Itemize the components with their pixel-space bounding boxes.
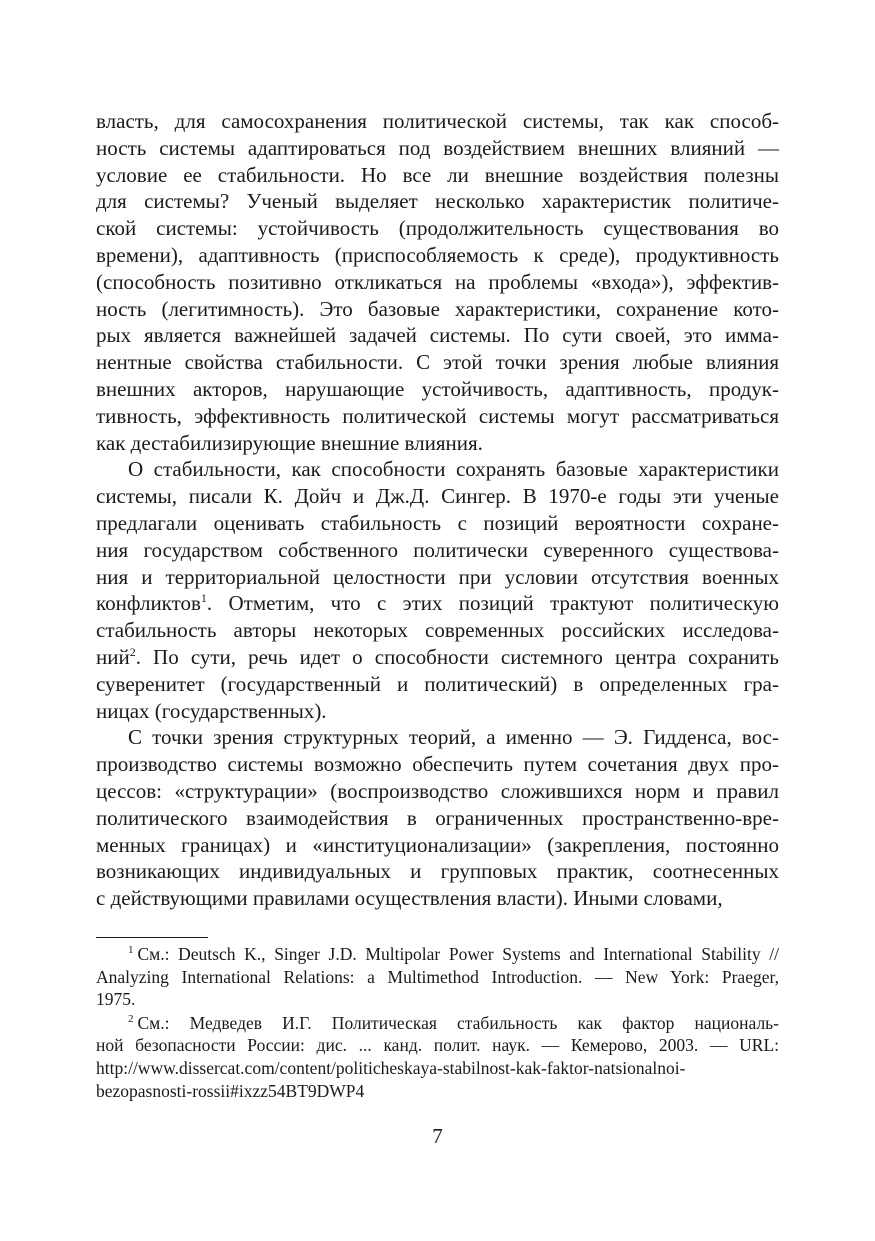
text-line: политического взаимодействия в ограниченных пространственно-вре- — [96, 805, 779, 830]
page-number: 7 — [432, 1124, 443, 1148]
footnote-separator — [96, 937, 208, 938]
text-line: нентные свойства стабильности. С этой точки зрения любые влияния — [96, 350, 779, 375]
text-line: С точки зрения структурных теорий, а именно — Э. Гидденса, вос- — [128, 725, 779, 750]
text-line: ния и территориальной целостности при условии отсутствия военных — [96, 564, 779, 589]
paragraph — [96, 724, 779, 912]
footnote-marker: 2 — [128, 1012, 134, 1025]
footnote-line: 1975. — [96, 989, 136, 1010]
text-line: ской системы: устойчивость (продолжительность существования во — [96, 216, 779, 241]
footnote-marker: 1 — [128, 944, 134, 957]
text-line: системы, писали К. Дойч и Дж.Д. Сингер. В 1970-е годы эти ученые — [96, 484, 779, 509]
text-line: конфликтов$^1$. Отметим, что с этих позиций трактуют политическую — [96, 591, 779, 616]
text-line: стабильность авторы некоторых современных российских исследова- — [96, 618, 779, 643]
footnote-line: $^1$ См.: Deutsch K., Singer J.D. Multipolar Power Systems and International Stability // — [128, 944, 779, 964]
text-line: предлагали оценивать стабильность с позиций вероятности сохране- — [96, 510, 779, 535]
paragraph — [96, 456, 779, 724]
footnotes — [96, 943, 779, 1103]
text-line: внешних акторов, нарушающие устойчивость, адаптивность, продук- — [96, 376, 779, 401]
footnote-line: Analyzing International Relations: a Multimethod Introduction. — New York: Praeger, — [96, 966, 779, 987]
text-line: для системы? Ученый выделяет несколько характеристик политиче- — [96, 189, 779, 214]
text-line: возникающих индивидуальных и групповых практик, соотнесенных — [96, 859, 779, 884]
text-line: производство системы возможно обеспечить путем сочетания двух про- — [96, 752, 779, 777]
text-line: суверенитет (государственный и политический) в определенных гра- — [96, 671, 779, 696]
footnote-line: ной безопасности России: дис. ... канд. полит. наук. — Кемерово, 2003. — URL: — [96, 1035, 779, 1056]
footnote-line: $^2$ См.: Медведев И.Г. Политическая стабильность как фактор националь- — [128, 1012, 779, 1033]
text-line: ность (легитимность). Это базовые характеристики, сохранение кото- — [96, 296, 779, 321]
footnote-line: http://www.dissercat.com/content/politicheskaya-stabilnost-kak-faktor-natsionalnoi- — [96, 1057, 686, 1078]
text-line: ность системы адаптироваться под воздействием внешних влияний — — [96, 135, 779, 160]
text-line: рых является важнейшей задачей системы. По сути своей, это имма- — [96, 323, 779, 348]
main-text — [96, 108, 779, 912]
footnote — [96, 1012, 779, 1102]
footnote-line: bezopasnosti-rossii#ixzz54BT9DWP4 — [96, 1080, 365, 1101]
text-line: ницах (государственных). — [96, 698, 327, 723]
footnote-ref[interactable]: 1 — [200, 591, 207, 606]
text-line: ния государством собственного политически суверенного существова- — [96, 537, 779, 562]
text-line: тивность, эффективность политической системы могут рассматриваться — [96, 403, 779, 428]
footnote — [96, 943, 779, 1011]
text-line: с действующими правилами осуществления власти). Иными словами, — [96, 886, 723, 911]
footnote-ref[interactable]: 2 — [129, 644, 136, 659]
text-line: ний$^2$. По сути, речь идет о способности системного центра сохранить — [96, 644, 779, 669]
text-line: менных границах) и «институционализации» (закрепления, постоянно — [96, 832, 779, 857]
text-line: условие ее стабильности. Но все ли внешние воздействия полезны — [96, 162, 779, 187]
paragraph — [96, 108, 779, 456]
text-line: О стабильности, как способности сохранять базовые характеристики — [128, 457, 779, 482]
text-line: (способность позитивно откликаться на проблемы «входа»), эффектив- — [96, 269, 779, 294]
text-line: власть, для самосохранения политической системы, так как способ- — [96, 109, 779, 133]
text-line: как дестабилизирующие внешние влияния. — [96, 430, 483, 455]
text-line: времени), адаптивность (приспособляемость к среде), продуктивность — [96, 242, 779, 267]
text-line: цессов: «структурации» (воспроизводство сложившихся норм и правил — [96, 778, 779, 803]
